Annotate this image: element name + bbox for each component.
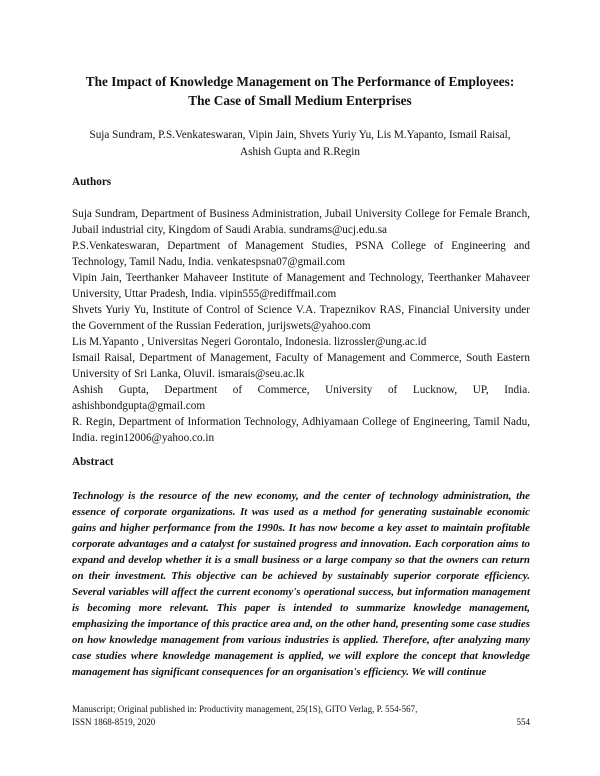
author-list-line-2: Ashish Gupta and R.Regin <box>240 146 360 158</box>
affiliation-entry: Lis M.Yapanto , Universitas Negeri Gorontalo, Indonesia. lizrossler@ung.ac.id <box>72 336 427 348</box>
affiliation-entry: Shvets Yuriy Yu, Institute of Control of Science V.A. Trapeznikov RAS, Financial University under the Government of the Russian Federation, jurijswets@yahoo.com <box>72 304 530 332</box>
affiliation-entry: Ismail Raisal, Department of Management, Faculty of Management and Commerce, South Eastern University of Sri Lanka, Oluvil. ismarais@seu.ac.lk <box>72 352 530 380</box>
abstract-heading: Abstract <box>72 456 114 468</box>
footer-issn: ISSN 1868-8519, 2020 <box>72 716 156 727</box>
affiliations-list <box>72 206 530 446</box>
affiliation-entry: R. Regin, Department of Information Technology, Adhiyamaan College of Engineering, Tamil Nadu, India. regin12006@yahoo.co.in <box>72 416 530 444</box>
abstract-text: Technology is the resource of the new economy, and the center of technology administration, the essence of corporate organizations. It was used as a method for generating sustainable economic gains and higher performance from the 1990s. It has now become a key asset to maintain profitable corporate advantages and a catalyst for sustained progress and innovation. Each corporation aims to expand and develop whether it is a small business or a large company so that the owners can return on their investment. This objective can be achieved by sustainably superior corporate efficiency. Several variables will affect the current economy's operational success, but information management is becoming more relevant. This paper is intended to summarize knowledge management, emphasizing the importance of this practice area and, on the other hand, presenting some case studies on how knowledge management from various industries is applied. Therefore, after analyzing many case studies where knowledge management is applied, we will explore the concept that knowledge management has significant consequences for an organisation's efficiency. We will continue <box>72 490 530 678</box>
author-list <box>60 127 540 161</box>
paper-title-line-2: The Case of Small Medium Enterprises <box>188 93 412 108</box>
affiliation-entry: P.S.Venkateswaran, Department of Management Studies, PSNA College of Engineering and Technology, Tamil Nadu, India. venkatespsna07@gmail.com <box>72 240 530 268</box>
paper-title-line-1: The Impact of Knowledge Management on The Performance of Employees: <box>85 74 515 89</box>
footer-citation: Manuscript; Original published in: Productivity management, 25(1S), GITO Verlag, P. 554-567, <box>72 704 418 714</box>
affiliation-entry: Vipin Jain, Teerthanker Mahaveer Institute of Management and Technology, Teerthanker Mahaveer University, Uttar Pradesh, India. vipin555@rediffmail.com <box>72 272 530 300</box>
authors-heading: Authors <box>72 176 112 188</box>
page-footer <box>72 703 530 728</box>
affiliation-entry: Ashish Gupta, Department of Commerce, University of Lucknow, UP, India. ashishbondgupta@gmail.com <box>72 384 530 412</box>
author-list-line-1: Suja Sundram, P.S.Venkateswaran, Vipin Jain, Shvets Yuriy Yu, Lis M.Yapanto, Ismail Raisal, <box>89 129 511 141</box>
page-number: 554 <box>516 716 530 727</box>
affiliation-entry: Suja Sundram, Department of Business Administration, Jubail University College for Female Branch, Jubail industrial city, Kingdom of Saudi Arabia. sundrams@ucj.edu.sa <box>72 208 530 236</box>
paper-title <box>50 72 550 110</box>
